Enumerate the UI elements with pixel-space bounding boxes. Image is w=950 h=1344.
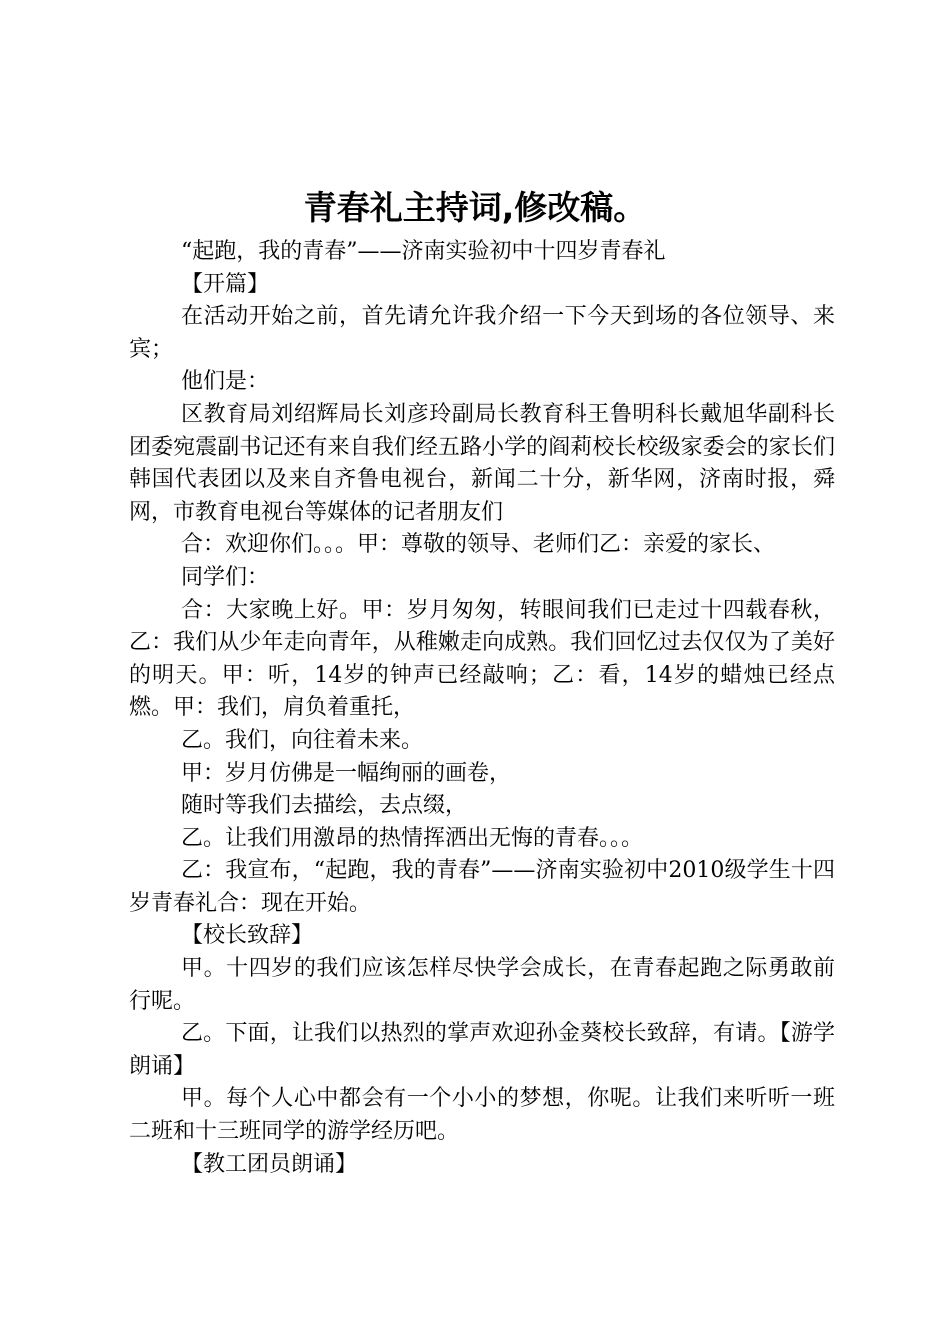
paragraph: 甲。十四岁的我们应该怎样尽快学会成长，在青春起跑之际勇敢前行呢。 bbox=[129, 956, 835, 1014]
paragraph: 乙：我宣布，“起跑，我的青春”——济南实验初中2010级学生十四岁青春礼合：现在开始。 bbox=[129, 858, 835, 916]
paragraph: 合：欢迎你们。。。甲：尊敬的领导、老师们乙：亲爱的家长、 bbox=[181, 532, 776, 558]
paragraph: 乙。下面，让我们以热烈的掌声欢迎孙金葵校长致辞，有请。【游学朗诵】 bbox=[129, 1021, 835, 1079]
document-title: 青春礼主持词,修改稿。 bbox=[303, 188, 647, 227]
section-heading: 【开篇】 bbox=[181, 271, 270, 297]
section-heading: 【教工团员朗诵】 bbox=[181, 1151, 358, 1177]
section-heading: 【校长致辞】 bbox=[181, 923, 314, 949]
paragraph: 乙。我们，向往着未来。 bbox=[181, 727, 424, 753]
paragraph: 合：大家晚上好。甲：岁月匆匆，转眼间我们已走过十四载春秋，乙：我们从少年走向青年，从稚嫩走向成熟。我们回忆过去仅仅为了美好的明天。甲：听，14岁的钟声已经敲响；乙：看，14岁的蜡烛已经点燃。甲：我们，肩负着重托， bbox=[129, 597, 835, 721]
paragraph: 他们是： bbox=[181, 369, 270, 395]
paragraph: 区教育局刘绍辉局长刘彦玲副局长教育科王鲁明科长戴旭华副科长团委宛震副书记还有来自我们经五路小学的阎莉校长校级家委会的家长们韩国代表团以及来自齐鲁电视台，新闻二十分，新华网，济南时报，舜网，市教育电视台等媒体的记者朋友们 bbox=[129, 401, 835, 525]
paragraph: 甲：岁月仿佛是一幅绚丽的画卷， bbox=[181, 760, 512, 786]
document-body bbox=[129, 236, 835, 1181]
paragraph: 在活动开始之前，首先请允许我介绍一下今天到场的各位领导、来宾； bbox=[129, 304, 835, 362]
paragraph: 随时等我们去描绘，去点缀， bbox=[181, 793, 468, 819]
paragraph: 乙。让我们用激昂的热情挥洒出无悔的青春。。。 bbox=[181, 825, 644, 851]
paragraph: “起跑，我的青春”——济南实验初中十四岁青春礼 bbox=[181, 239, 666, 264]
paragraph: 甲。每个人心中都会有一个小小的梦想，你呢。让我们来听听一班二班和十三班同学的游学经历吧。 bbox=[129, 1086, 835, 1145]
paragraph: 同学们： bbox=[181, 564, 270, 590]
